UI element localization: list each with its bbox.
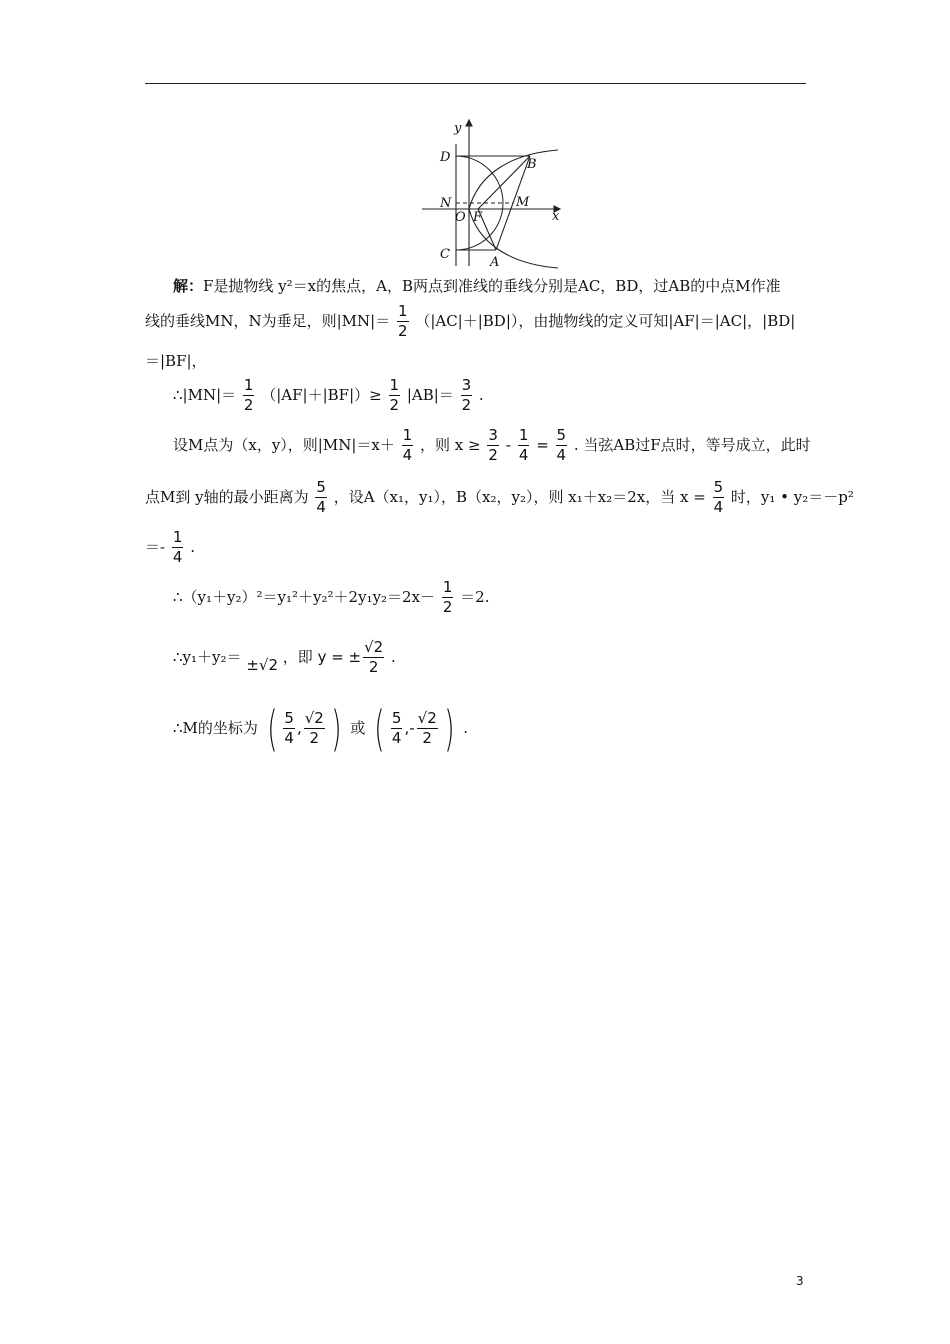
text-span: . <box>478 385 484 404</box>
text-span: 线的垂线MN，N为垂足，则|MN|＝ <box>145 311 391 330</box>
solution-line-5 <box>173 428 838 464</box>
denominator: 2 <box>389 395 400 414</box>
fraction-three-half <box>461 378 473 414</box>
numerator: 1 <box>389 376 400 394</box>
fraction-five-quarter <box>283 711 295 747</box>
fraction-half <box>397 304 409 340</box>
denominator: 4 <box>391 729 402 747</box>
numerator: √2 <box>364 638 384 656</box>
solution-line-6 <box>145 478 854 516</box>
text-span: . 当弦AB过F点时，等号成立，此时 <box>573 435 811 454</box>
solution-line-3 <box>145 354 810 369</box>
text-span: ＝2. <box>460 587 490 606</box>
solution-lead: 解： <box>173 277 204 295</box>
denominator: 2 <box>442 597 453 616</box>
text-span: ∴|MN|＝ <box>173 385 237 404</box>
fraction-five-quarter <box>556 428 568 464</box>
solution-line-2 <box>145 304 810 340</box>
label-B: B <box>527 157 537 172</box>
left-paren: ( <box>266 701 278 757</box>
denominator: 4 <box>402 445 413 464</box>
label-O: O <box>455 210 466 225</box>
numerator: 5 <box>556 426 567 444</box>
parabola-figure <box>418 116 564 274</box>
text-span: 或 <box>350 719 366 737</box>
label-F: F <box>473 210 483 225</box>
text-span: ∴M的坐标为 <box>173 719 258 737</box>
left-paren: ( <box>374 701 385 757</box>
text-span: （|AC|＋|BD|），由抛物线的定义可知|AF|＝|AC|，|BD| <box>415 311 796 330</box>
text-span: ＝- <box>145 537 166 556</box>
fraction-five-quarter <box>315 480 327 516</box>
page-number: 3 <box>796 1274 804 1288</box>
text-span: 设M点为（x，y），则|MN|＝x＋ <box>173 435 395 454</box>
text-span: - <box>505 435 512 454</box>
fraction-quarter <box>518 428 530 464</box>
text-span: . <box>190 537 195 556</box>
text-span: . <box>463 719 469 737</box>
header-rule <box>145 83 806 84</box>
text-span: 时，y₁ • y₂＝－p² <box>730 487 854 506</box>
solution-line-8 <box>173 580 838 616</box>
denominator: 2 <box>422 729 432 747</box>
numerator: 5 <box>713 478 724 496</box>
text-span: ∴（y₁＋y₂）²＝y₁²＋y₂²＋2y₁y₂＝2x－ <box>173 587 436 606</box>
text-span: ±√2 <box>246 655 278 674</box>
denominator: 2 <box>461 395 472 414</box>
text-span: ，即 <box>282 647 313 666</box>
numerator: 5 <box>391 709 402 728</box>
text-span: 点M到 y轴的最小距离为 <box>145 487 309 506</box>
text-span: ∴y₁＋y₂＝ <box>173 647 242 666</box>
fraction-half <box>389 378 401 414</box>
numerator: 1 <box>397 302 408 320</box>
denominator: 2 <box>368 657 379 676</box>
numerator: 3 <box>461 376 472 394</box>
fraction-half <box>243 378 255 414</box>
numerator: 1 <box>172 528 183 546</box>
fraction-quarter <box>402 428 414 464</box>
denominator: 2 <box>488 445 498 464</box>
numerator: 1 <box>402 426 413 444</box>
text-span: F是抛物线 y²＝x的焦点，A，B两点到准线的垂线分别是AC，BD，过AB的中点M作准 <box>203 277 781 295</box>
denominator: 4 <box>284 729 294 747</box>
right-paren: ) <box>331 701 342 757</box>
numerator: √2 <box>304 709 324 728</box>
denominator: 2 <box>397 321 408 340</box>
text-span: y = ± <box>317 647 362 666</box>
label-x: x <box>552 209 560 224</box>
numerator: 3 <box>488 426 498 444</box>
denominator: 2 <box>243 395 254 414</box>
text-span: = <box>536 435 549 454</box>
denominator: 4 <box>172 547 183 566</box>
label-M: M <box>516 195 530 210</box>
text-span: （|AF|＋|BF|）≥ <box>261 385 382 404</box>
fraction-root2-half <box>363 640 384 676</box>
right-paren: ) <box>443 701 455 757</box>
fraction-quarter <box>172 530 184 566</box>
numerator: 5 <box>284 709 294 728</box>
label-y: y <box>454 121 462 136</box>
fraction-half <box>442 580 454 616</box>
label-A: A <box>490 255 500 270</box>
numerator: 1 <box>243 376 254 394</box>
denominator: 4 <box>518 445 529 464</box>
label-N: N <box>440 196 452 211</box>
text-span: |AB|＝ <box>406 385 454 404</box>
text-span: . <box>391 647 396 666</box>
denominator: 4 <box>316 497 326 516</box>
text-span: ＝|BF|， <box>145 352 207 370</box>
numerator: √2 <box>417 709 437 728</box>
label-D: D <box>440 150 451 165</box>
fraction-five-quarter <box>713 480 725 516</box>
solution-line-4 <box>173 378 838 414</box>
denominator: 4 <box>556 445 567 464</box>
numerator: 1 <box>442 578 453 596</box>
numerator: 1 <box>518 426 529 444</box>
fraction-five-quarter <box>391 711 403 747</box>
denominator: 2 <box>309 729 320 747</box>
solution-line-10: ∴M的坐标为 ( $\frac{5}{4}$ , $\frac{√2}{2}$ ) 或 ( $\frac{5}{4}$ ,- $\frac{√2}{2}$ ) . <box>173 701 469 757</box>
text-span: ，则 x ≥ <box>419 435 481 454</box>
solution-line-9 <box>173 640 838 676</box>
solution-line-7 <box>145 530 810 566</box>
fraction-root2-half <box>304 711 325 747</box>
fraction-three-half <box>487 428 499 464</box>
text-span: ，设A（x₁，y₁），B（x₂，y₂），则 x₁＋x₂＝2x，当 x = <box>333 487 706 506</box>
denominator: 4 <box>713 497 724 516</box>
label-C: C <box>440 247 450 262</box>
numerator: 5 <box>316 478 326 496</box>
solution-line-1 <box>173 279 838 294</box>
fraction-root2-half <box>417 711 438 747</box>
